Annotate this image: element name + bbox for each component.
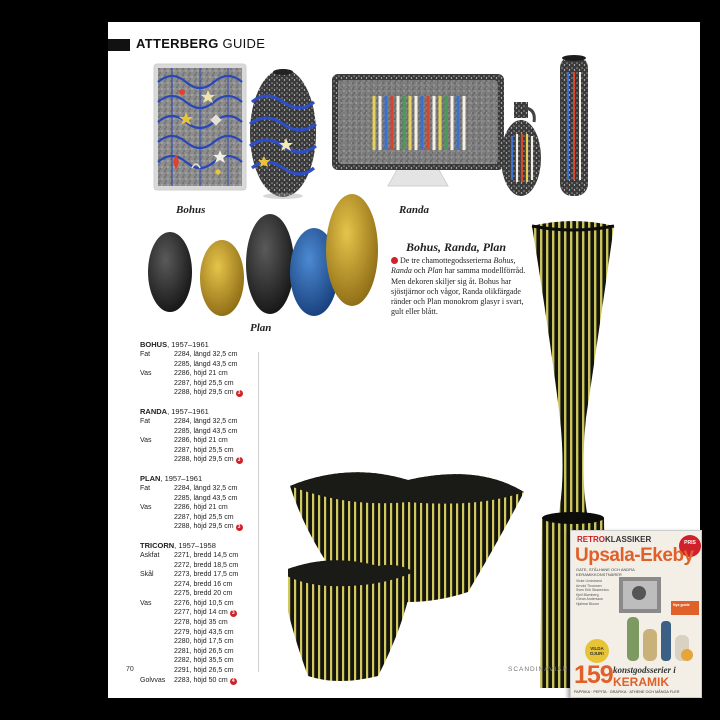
randa-small-vase-image	[498, 100, 544, 198]
price-item-text: 2280, höjd 17,5 cm	[174, 638, 234, 646]
price-category	[140, 360, 174, 370]
cover-photo	[619, 577, 701, 663]
price-item	[174, 608, 270, 618]
article-text-3: och	[411, 266, 428, 276]
price-row	[140, 360, 270, 370]
cover-designer: Vicke Lindstrand	[576, 579, 602, 583]
price-item	[174, 666, 270, 676]
cover-logo	[577, 535, 651, 544]
price-item-text: 2276, höjd 10,5 cm	[174, 599, 234, 607]
price-row	[140, 503, 270, 513]
caption-plan: Plan	[250, 322, 272, 334]
price-category	[140, 647, 174, 657]
price-item-text: 2285, längd 43,5 cm	[174, 494, 238, 502]
tricorn-bowls-image	[288, 462, 528, 692]
article-text-1: De tre chamottegodsserierna	[400, 256, 494, 265]
price-row	[140, 647, 270, 657]
price-item	[174, 484, 270, 494]
price-category	[140, 388, 174, 398]
cover-count: 159	[574, 661, 613, 689]
plan-vases-image	[144, 192, 384, 322]
price-item-text: 2286, höjd 21 cm	[174, 437, 228, 445]
price-row	[140, 666, 270, 676]
price-item-text: 2287, höjd 25,5 cm	[174, 513, 234, 521]
price-category: Fat	[140, 484, 151, 492]
rarity-badge: 4	[230, 678, 237, 685]
price-row	[140, 446, 270, 456]
price-item	[174, 676, 270, 686]
price-item	[174, 436, 270, 446]
rarity-badge: 3	[236, 457, 243, 464]
price-item-text: 2283, höjd 50 cm	[174, 676, 228, 684]
price-category	[140, 580, 174, 590]
price-category	[140, 666, 174, 676]
price-item	[174, 599, 270, 609]
price-row	[140, 436, 270, 446]
price-row	[140, 369, 270, 379]
price-item	[174, 561, 270, 571]
price-section-heading	[140, 474, 270, 484]
cover-logo-retro: RETRO	[577, 535, 605, 544]
price-category	[140, 494, 174, 504]
price-row	[140, 608, 270, 618]
price-item-text: 2285, längd 43,5 cm	[174, 427, 238, 435]
price-item	[174, 360, 270, 370]
article-text-randa: Randa	[391, 266, 412, 276]
rarity-badge: 3	[230, 610, 237, 617]
price-category	[140, 618, 174, 628]
price-item	[174, 379, 270, 389]
series-name: PLAN	[140, 473, 161, 483]
price-category	[140, 379, 174, 389]
cover-designer: Kjell Blomberg	[576, 592, 599, 597]
randa-tall-vase-image	[556, 52, 592, 200]
price-row	[140, 379, 270, 389]
cover-title: Upsala-Ekeby	[575, 545, 694, 566]
price-row	[140, 522, 270, 532]
article-text-plan: Plan	[427, 266, 443, 276]
price-item	[174, 369, 270, 379]
price-category: Vas	[140, 599, 152, 607]
price-item-text: 2275, bredd 20 cm	[174, 590, 233, 598]
cover-designer: Göran Andersson	[576, 597, 604, 601]
price-row	[140, 455, 270, 465]
price-item	[174, 427, 270, 437]
price-category	[140, 656, 174, 666]
price-item	[174, 417, 270, 427]
price-row	[140, 417, 270, 427]
price-row	[140, 570, 270, 580]
price-item	[174, 628, 270, 638]
rarity-badge: 3	[236, 390, 243, 397]
series-years: , 1957–1961	[160, 473, 203, 483]
price-category	[140, 427, 174, 437]
series-name: BOHUS	[140, 340, 168, 349]
cover-subtitle: GATE, STÅLHANE OCH ANDRA KERAMIKKONSTNÄRER	[576, 567, 635, 577]
price-item-text: 2288, höjd 29,5 cm	[174, 523, 234, 531]
price-category	[140, 513, 174, 523]
cover-footer: PAPRIKA · PEPITA · GRAFIKA · ATHENE OCH MÅNGA FLER	[574, 690, 680, 694]
price-row	[140, 350, 270, 360]
price-section-plan	[140, 474, 270, 532]
cover-logo-klassiker: KLASSIKER	[605, 535, 652, 544]
price-category	[140, 608, 174, 618]
price-item	[174, 388, 270, 398]
price-item-text: 2273, bredd 17,5 cm	[174, 571, 239, 579]
series-name: RANDA	[140, 406, 168, 416]
magazine-cover	[570, 530, 702, 698]
price-category	[140, 589, 174, 599]
article-text-2: ,	[513, 256, 516, 265]
price-category	[140, 637, 174, 647]
price-category	[140, 522, 174, 532]
price-section-bohus	[140, 340, 270, 398]
price-section-heading	[140, 407, 270, 417]
price-row	[140, 589, 270, 599]
cover-designer: Arnold Thomsen	[576, 583, 602, 588]
price-row	[140, 427, 270, 437]
caption-randa: Randa	[399, 204, 429, 216]
price-section-heading	[140, 541, 270, 551]
price-item-text: 2282, höjd 35,5 cm	[174, 657, 234, 665]
page-header	[136, 36, 265, 51]
cover-keramik: KERAMIK	[613, 675, 669, 689]
price-category	[140, 628, 174, 638]
price-item-text: 2286, höjd 21 cm	[174, 370, 228, 378]
cover-designer-list	[576, 579, 616, 606]
randa-platter-image	[328, 70, 508, 192]
price-item	[174, 350, 270, 360]
price-row	[140, 599, 270, 609]
price-item-text: 2285, längd 43,5 cm	[174, 360, 238, 368]
footer-brand: SCANDINAVIAN	[508, 666, 569, 673]
price-category	[140, 561, 174, 571]
price-section-heading	[140, 340, 270, 350]
price-category: Golvvas	[140, 676, 166, 684]
price-category	[140, 446, 174, 456]
price-item-text: 2287, höjd 25,5 cm	[174, 446, 234, 454]
cover-price-badge: PRIS	[679, 535, 701, 557]
price-item-text: 2278, höjd 35 cm	[174, 619, 228, 627]
price-section-tricorn	[140, 541, 270, 685]
price-category: Vas	[140, 370, 152, 378]
price-item	[174, 637, 270, 647]
price-row	[140, 676, 270, 686]
price-item	[174, 455, 270, 465]
price-row	[140, 618, 270, 628]
price-category: Vas	[140, 504, 152, 512]
article-body	[391, 256, 536, 318]
price-list	[140, 340, 270, 694]
price-row	[140, 656, 270, 666]
price-row	[140, 513, 270, 523]
price-item-text: 2286, höjd 21 cm	[174, 504, 228, 512]
bohus-vase-image	[246, 62, 320, 200]
price-section-randa	[140, 407, 270, 465]
price-item-text: 2272, bredd 18,5 cm	[174, 561, 239, 569]
price-item-text: 2271, bredd 14,5 cm	[174, 551, 239, 559]
price-row	[140, 628, 270, 638]
series-years: , 1957–1958	[174, 540, 216, 550]
price-item	[174, 570, 270, 580]
price-item-text: 2284, längd 32,5 cm	[174, 351, 238, 358]
price-category: Askfat	[140, 551, 160, 559]
price-item-text: 2284, längd 32,5 cm	[174, 484, 238, 492]
price-item	[174, 522, 270, 532]
price-category: Fat	[140, 417, 151, 425]
price-category	[140, 455, 174, 465]
price-row	[140, 551, 270, 561]
caption-bohus: Bohus	[176, 204, 206, 216]
article-text-4: har samma modellförråd. Men dekoren skiljer sig åt. Bohus har sjöstjärnor och vågor, Randa olikfärgade ränder och Plan monokrom glasyr i svart, gult eller blått.	[391, 266, 526, 317]
price-item-text: 2279, höjd 43,5 cm	[174, 628, 234, 636]
price-item-text: 2288, höjd 29,5 cm	[174, 389, 234, 397]
price-item-text: 2291, höjd 26,5 cm	[174, 667, 234, 675]
price-row	[140, 580, 270, 590]
price-row	[140, 561, 270, 571]
series-name: TRICORN	[140, 540, 175, 550]
article-text-bohus: Bohus	[493, 256, 514, 265]
price-item	[174, 656, 270, 666]
price-item-text: 2287, höjd 25,5 cm	[174, 379, 234, 387]
cover-count-text: konstgodsserier i	[613, 665, 676, 675]
series-years: , 1957–1961	[167, 340, 209, 349]
cover-badge: Nya guide	[671, 601, 699, 615]
price-category: Vas	[140, 437, 152, 445]
price-row	[140, 494, 270, 504]
price-category: Skål	[140, 571, 154, 579]
price-item	[174, 446, 270, 456]
price-item	[174, 503, 270, 513]
price-item-text: 2274, bredd 16 cm	[174, 580, 233, 588]
bullet-dot	[391, 257, 398, 264]
price-row	[140, 637, 270, 647]
price-item	[174, 513, 270, 523]
price-row	[140, 388, 270, 398]
price-item-text: 2288, höjd 29,5 cm	[174, 456, 234, 464]
rarity-badge: 3	[236, 524, 243, 531]
price-item	[174, 494, 270, 504]
price-item	[174, 551, 270, 561]
price-item-text: 2277, höjd 14 cm	[174, 609, 228, 617]
price-category: Fat	[140, 351, 151, 358]
price-item-text: 2281, höjd 26,5 cm	[174, 647, 234, 655]
series-years: , 1957–1961	[167, 406, 209, 416]
header-brand: ATTERBERG	[136, 36, 219, 51]
price-item	[174, 647, 270, 657]
article-title: Bohus, Randa, Plan	[406, 240, 507, 254]
cover-wild-badge: VILDA DJUR!	[585, 639, 609, 663]
price-item	[174, 618, 270, 628]
page-number: 70	[126, 666, 134, 673]
price-item	[174, 589, 270, 599]
header-section: GUIDE	[222, 36, 266, 51]
cover-designer: Hjalmar Bloom	[576, 601, 599, 606]
bohus-platter-image	[152, 62, 248, 194]
cover-designer: Sven Erik Skawonius	[576, 588, 609, 592]
price-row	[140, 484, 270, 494]
price-item	[174, 580, 270, 590]
price-item-text: 2284, längd 32,5 cm	[174, 417, 238, 425]
header-bar	[108, 39, 130, 51]
